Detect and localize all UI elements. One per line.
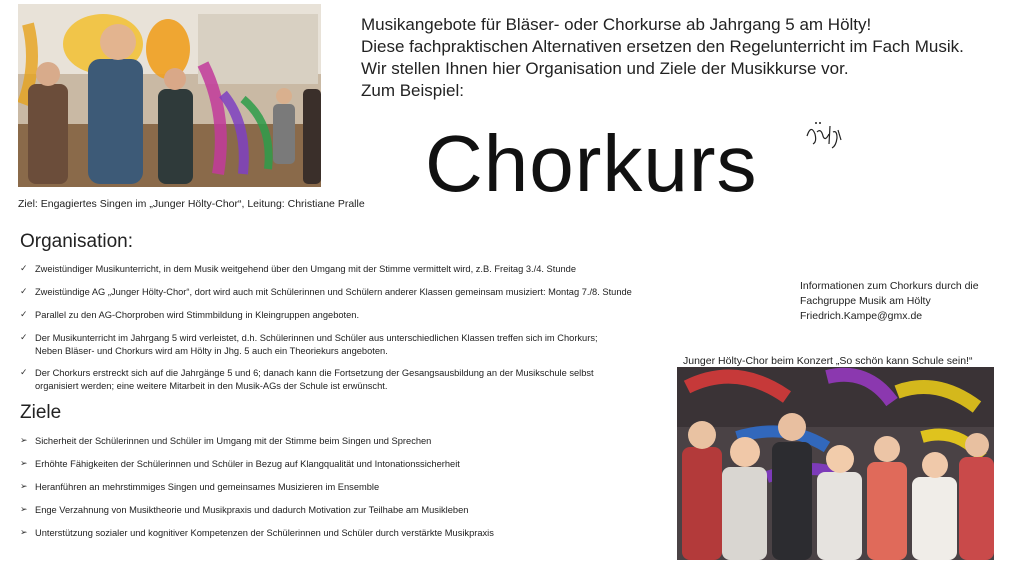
signature-logo-icon <box>803 118 845 152</box>
check-icon: ✓ <box>20 332 28 342</box>
email-text: Friedrich.Kampe@gmx.de <box>800 310 923 322</box>
intro-line: Diese fachpraktischen Alternativen ersetzen den Regelunterricht im Fach Musik. <box>361 37 964 56</box>
arrow-bullet-icon: ➢ <box>20 458 28 468</box>
list-item-text: Enge Verzahnung von Musiktheorie und Musikpraxis und dadurch Motivation zur Teilhabe am Musikleben <box>35 505 469 515</box>
ziele-heading: Ziele <box>20 402 62 423</box>
list-item-text: Der Musikunterricht im Jahrgang 5 wird verleistet, d.h. Schülerinnen und Schüler aus unterschiedlichen Klassen treffen sich im Chorkurs; <box>35 333 598 343</box>
contact-info <box>800 279 979 324</box>
check-icon: ✓ <box>20 263 28 273</box>
arrow-bullet-icon: ➢ <box>20 435 28 445</box>
list-item-text: Parallel zu den AG-Chorproben wird Stimmbildung in Kleingruppen angeboten. <box>35 310 360 320</box>
organisation-heading: Organisation: <box>20 231 134 252</box>
intro-line: Musikangebote für Bläser- oder Chorkurse ab Jahrgang 5 am Hölty! <box>361 15 872 34</box>
list-item-text: Erhöhte Fähigkeiten der Schülerinnen und Schüler in Bezug auf Klangqualität und Intonationssicherheit <box>35 459 460 469</box>
intro-text <box>361 14 964 102</box>
arrow-bullet-icon: ➢ <box>20 527 28 537</box>
check-icon: ✓ <box>20 286 28 296</box>
info-line: Fachgruppe Musik am Hölty <box>800 295 931 307</box>
page-title: Chorkurs <box>425 119 758 208</box>
list-item-text: Sicherheit der Schülerinnen und Schüler im Umgang mit der Stimme beim Singen und Sprechen <box>35 436 432 446</box>
choir-concert-photo <box>677 367 994 560</box>
list-item-text: organisiert werden; eine weitere Mitarbeit in den Musik-AGs der Schule ist erwünscht. <box>35 380 388 391</box>
check-icon: ✓ <box>20 309 28 319</box>
info-line: Informationen zum Chorkurs durch die <box>800 280 979 292</box>
list-item-text: Neben Bläser- und Chorkurs wird am Hölty in Jhg. 5 auch ein Theoriekurs angeboten. <box>35 345 388 356</box>
choir-rehearsal-photo <box>18 4 321 187</box>
list-item-text: Zweistündiger Musikunterricht, in dem Musik weitgehend über den Umgang mit der Stimme vermittelt wird, z.B. Freitag 3./4. Stunde <box>35 264 576 274</box>
intro-line: Wir stellen Ihnen hier Organisation und Ziele der Musikkurse vor. <box>361 59 849 78</box>
arrow-bullet-icon: ➢ <box>20 481 28 491</box>
check-icon: ✓ <box>20 367 28 377</box>
list-item-text: Heranführen an mehrstimmiges Singen und gemeinsames Musizieren im Ensemble <box>35 482 380 492</box>
arrow-bullet-icon: ➢ <box>20 504 28 514</box>
list-item-text: Der Chorkurs erstreckt sich auf die Jahrgänge 5 und 6; danach kann die Fortsetzung der Gesangsausbildung an der Musikschule selbst <box>35 368 594 378</box>
rehearsal-caption: Ziel: Engagiertes Singen im „Junger Hölty-Chor“, Leitung: Christiane Pralle <box>18 198 365 210</box>
concert-caption: Junger Hölty-Chor beim Konzert „So schön kann Schule sein!“ <box>683 355 973 367</box>
intro-line: Zum Beispiel: <box>361 81 464 100</box>
list-item-text: Zweistündige AG „Junger Hölty-Chor“, dort wird auch mit Schülerinnen und Schülern anderer Klassen gemeinsam musiziert: Montag 7./8. Stunde <box>35 287 632 297</box>
list-item-text: Unterstützung sozialer und kognitiver Kompetenzen der Schülerinnen und Schüler durch verstärkte Musikpraxis <box>35 528 494 538</box>
